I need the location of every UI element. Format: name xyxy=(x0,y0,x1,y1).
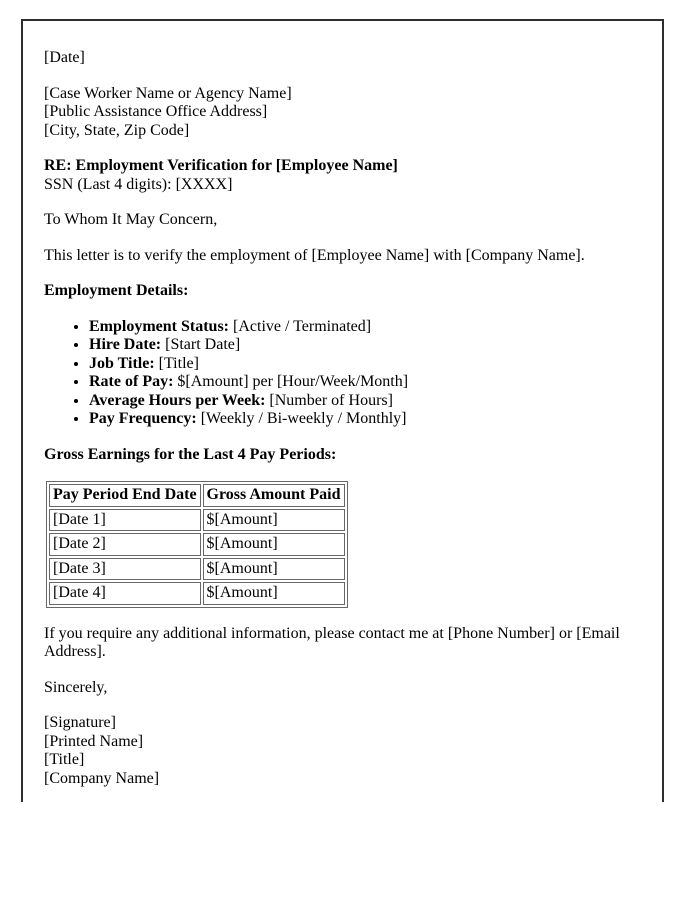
salutation: To Whom It May Concern, xyxy=(44,211,218,228)
detail-label: Average Hours per Week: xyxy=(89,391,266,409)
gross-amount-cell: $[Amount] xyxy=(203,533,345,556)
pay-period-cell: [Date 2] xyxy=(49,533,201,556)
closing-paragraph: If you require any additional information, please contact me at [Phone Number] or [Email Address]. xyxy=(44,624,620,660)
table-row xyxy=(49,533,345,556)
detail-label: Employment Status: xyxy=(89,317,230,335)
sign-off: Sincerely, xyxy=(44,678,108,696)
table-header-row xyxy=(49,484,345,507)
header-gross-amount-paid: Gross Amount Paid xyxy=(203,484,345,507)
recipient-name: [Case Worker Name or Agency Name] xyxy=(44,84,292,102)
signature-placeholder: [Signature] xyxy=(44,714,116,731)
detail-label: Hire Date: xyxy=(89,336,162,353)
printed-name-placeholder: [Printed Name] xyxy=(44,732,144,750)
detail-value: [Weekly / Bi-weekly / Monthly] xyxy=(200,410,407,427)
detail-value: [Number of Hours] xyxy=(269,391,393,409)
date-line xyxy=(44,49,636,68)
header-pay-period-end-date: Pay Period End Date xyxy=(49,484,201,507)
signature-block xyxy=(44,714,636,788)
re-subject-line: RE: Employment Verification for [Employee Name] xyxy=(44,157,398,174)
detail-value: [Start Date] xyxy=(165,336,241,353)
date-placeholder: [Date] xyxy=(44,49,85,66)
pay-period-cell: [Date 1] xyxy=(49,509,201,532)
employment-details-list xyxy=(44,318,636,429)
company-name-placeholder: [Company Name] xyxy=(44,769,160,787)
letter-page xyxy=(21,19,664,802)
pay-period-cell: [Date 3] xyxy=(49,558,201,581)
recipient-city-state-zip: [City, State, Zip Code] xyxy=(44,121,190,139)
title-placeholder: [Title] xyxy=(44,751,85,768)
gross-earnings-heading-text: Gross Earnings for the Last 4 Pay Periods: xyxy=(44,445,337,463)
recipient-block xyxy=(44,85,636,141)
detail-rate-of-pay xyxy=(89,373,636,392)
table-row xyxy=(49,558,345,581)
employment-details-heading xyxy=(44,282,636,301)
intro-paragraph: This letter is to verify the employment of [Employee Name] with [Company Name]. xyxy=(44,246,585,264)
recipient-address: [Public Assistance Office Address] xyxy=(44,103,268,120)
detail-hire-date xyxy=(89,336,636,355)
gross-earnings-table xyxy=(46,481,348,608)
gross-amount-cell: $[Amount] xyxy=(203,558,345,581)
ssn-line: SSN (Last 4 digits): [XXXX] xyxy=(44,175,233,193)
detail-label: Job Title: xyxy=(89,354,155,372)
table-row xyxy=(49,582,345,605)
table-row xyxy=(49,509,345,532)
detail-value: $[Amount] per [Hour/Week/Month] xyxy=(177,373,409,390)
detail-label: Pay Frequency: xyxy=(89,410,197,427)
detail-label: Rate of Pay: xyxy=(89,373,174,390)
gross-earnings-heading xyxy=(44,446,636,465)
detail-average-hours xyxy=(89,392,636,411)
detail-pay-frequency xyxy=(89,410,636,429)
employment-details-heading-text: Employment Details: xyxy=(44,282,189,299)
subject-block xyxy=(44,157,636,194)
gross-amount-cell: $[Amount] xyxy=(203,582,345,605)
gross-amount-cell: $[Amount] xyxy=(203,509,345,532)
detail-job-title xyxy=(89,355,636,374)
detail-value: [Active / Terminated] xyxy=(233,317,372,335)
detail-employment-status xyxy=(89,318,636,337)
detail-value: [Title] xyxy=(158,354,199,372)
pay-period-cell: [Date 4] xyxy=(49,582,201,605)
